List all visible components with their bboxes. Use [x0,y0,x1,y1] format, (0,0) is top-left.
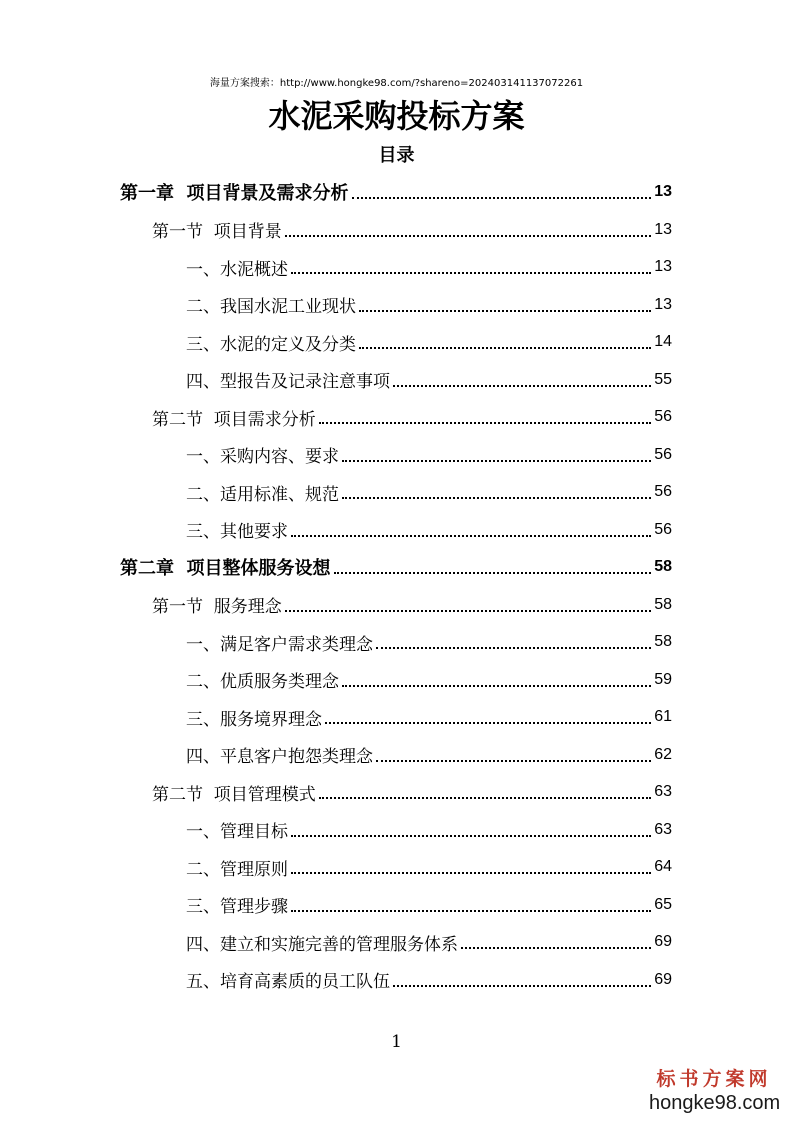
toc-dot-leader [342,497,651,499]
toc-dot-leader [334,572,652,574]
toc-entry-label: 三、管理步骤 [186,897,288,917]
toc-dot-leader [285,610,651,612]
toc-entry[interactable] [186,249,672,285]
toc-entry-page: 56 [654,520,672,538]
toc-entry[interactable] [186,624,672,660]
toc-entry-page: 56 [654,483,672,500]
toc-dot-leader [291,535,651,537]
page-number: 1 [391,1032,402,1052]
toc-entry-page: 65 [654,895,672,913]
toc-entry-label: 第一节 服务理念 [152,597,282,617]
toc-entry-page: 55 [654,370,672,388]
toc-dot-leader [291,872,651,874]
toc-entry[interactable] [186,474,672,510]
toc-entry-label: 二、我国水泥工业现状 [186,297,356,317]
toc-entry[interactable] [186,887,672,923]
toc-dot-leader [393,385,651,387]
toc-entry-label: 二、适用标准、规范 [186,484,339,505]
toc-entry[interactable] [186,437,672,473]
toc-entry-page: 69 [654,970,672,988]
toc-entry[interactable] [186,699,672,735]
toc-entry-label: 三、服务境界理念 [186,709,322,730]
toc-dot-leader [291,272,651,274]
toc-entry[interactable] [152,212,672,248]
toc-entry-page: 64 [654,858,672,875]
toc-entry[interactable] [152,774,672,810]
toc-dot-leader [325,722,651,724]
toc-entry-label: 四、建立和实施完善的管理服务体系 [186,934,458,955]
toc-entry[interactable] [120,549,672,585]
toc-entry-page: 56 [654,445,672,463]
toc-entry[interactable] [186,512,672,548]
toc-dot-leader [291,910,651,912]
toc-entry-page: 14 [654,333,672,350]
toc-dot-leader [393,985,651,987]
toc-dot-leader [376,760,651,762]
toc-dot-leader [461,947,651,949]
toc-entry-label: 四、平息客户抱怨类理念 [186,747,373,767]
document-title: 水泥采购投标方案 [268,97,525,135]
toc-entry-label: 一、采购内容、要求 [186,447,339,467]
toc-entry-page: 13 [654,183,672,200]
toc-entry-label: 三、其他要求 [186,522,288,542]
toc-dot-leader [319,422,651,424]
toc-entry-page: 58 [654,558,672,575]
toc-entry-page: 58 [654,633,672,650]
watermark-site-name: 标书方案网 [656,1068,772,1090]
toc-entry-page: 58 [654,595,672,613]
toc-entry-label: 一、管理目标 [186,822,288,842]
toc-dot-leader [359,347,651,349]
toc-entry[interactable] [152,587,672,623]
toc-entry-label: 第一节 项目背景 [152,222,282,242]
toc-entry-label: 第二节 项目需求分析 [152,409,316,430]
toc-entry-label: 二、管理原则 [186,859,288,880]
watermark-logo [649,1067,779,1115]
watermark-url: hongke98.com [649,1092,781,1114]
toc-dot-leader [352,197,652,199]
toc-entry-label: 二、优质服务类理念 [186,672,339,692]
toc-entry[interactable] [186,324,672,360]
toc-dot-leader [342,460,651,462]
toc-entry-label: 第二章 项目整体服务设想 [120,558,331,579]
toc-entry[interactable] [186,849,672,885]
toc-entry[interactable] [186,737,672,773]
toc-entry-label: 四、型报告及记录注意事项 [186,372,390,392]
toc-entry[interactable] [186,362,672,398]
toc-entry[interactable] [186,662,672,698]
toc-entry[interactable] [152,399,672,435]
toc-dot-leader [285,235,651,237]
toc-entry-label: 一、水泥概述 [186,259,288,280]
toc-entry[interactable] [186,924,672,960]
toc-entry-page: 69 [654,933,672,950]
toc-entry[interactable] [186,962,672,998]
toc-entry-page: 13 [654,220,672,238]
toc-entry-page: 63 [654,820,672,838]
toc-entry-page: 62 [654,745,672,763]
toc-dot-leader [291,835,651,837]
toc-entry-page: 63 [654,783,672,800]
toc-dot-leader [342,685,651,687]
toc-entry[interactable] [186,287,672,323]
toc-entry-page: 13 [654,295,672,313]
toc-entry-label: 一、满足客户需求类理念 [186,634,373,655]
toc-entry[interactable] [186,812,672,848]
header-url-line: 海量方案搜索：http://www.hongke98.com/?shareno=202403141137072261 [209,78,584,89]
toc-entry-page: 59 [654,670,672,688]
toc-heading: 目录 [378,145,415,166]
toc-dot-leader [319,797,651,799]
toc-entry-page: 56 [654,408,672,425]
toc-entry-page: 61 [654,708,672,725]
toc-entry-page: 13 [654,258,672,275]
toc-dot-leader [359,310,651,312]
toc-entry[interactable] [120,174,672,210]
toc-entry-label: 第二节 项目管理模式 [152,784,316,805]
toc-entry-label: 五、培育高素质的员工队伍 [186,972,390,992]
toc-entry-label: 第一章 项目背景及需求分析 [120,183,349,204]
toc-dot-leader [376,647,651,649]
toc-entry-label: 三、水泥的定义及分类 [186,334,356,355]
